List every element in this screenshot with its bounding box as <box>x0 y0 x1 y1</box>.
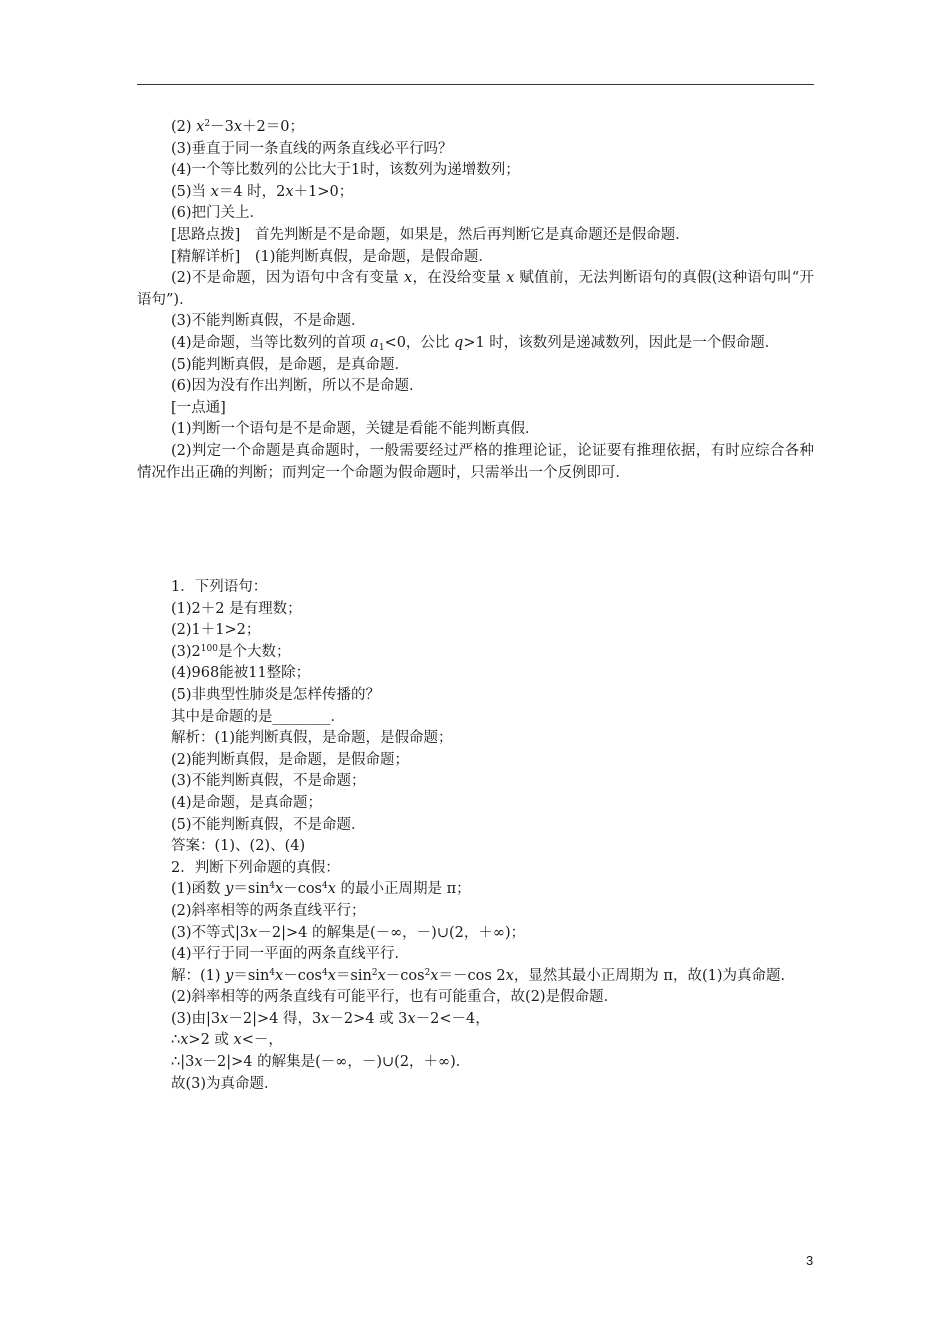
exercise-2-solution-5: ∴|3x－2|>4 的解集是(－∞，－)∪(2，＋∞)． <box>171 1054 471 1071</box>
tip-title: [一点通] <box>171 399 226 416</box>
header-rule <box>137 84 814 85</box>
exercise-1-item-1: (1)2＋2 是有理数； <box>171 600 302 617</box>
exercise-2-item-1: (1)函数 $y=\sin^4x-\cos^4x$ 的最小正周期是 π； <box>171 881 471 898</box>
question-6: (6)把门关上． <box>171 205 265 222</box>
example-block <box>137 117 814 484</box>
answer-5: (5)能判断真假，是命题，是真命题． <box>171 356 410 373</box>
exercise-2-solution-4: ∴x>2 或 x<－， <box>171 1032 283 1049</box>
answer-4: (4)是命题，当等比数列的首项 $a_1<0$，公比 q>1 时，该数列是递减数列，因此是一个假命题． <box>171 334 780 353</box>
exercise-1-item-3: $(3)2^{100}$是个大数； <box>171 643 291 660</box>
exercise-block <box>137 577 814 1095</box>
answer-1: [精解详析] (1)能判断真假，是命题，是假命题． <box>171 248 493 265</box>
exercise-1-solution-3: (3)不能判断真假，不是命题； <box>171 773 366 790</box>
exercise-2-solution-2: (2)斜率相等的两条直线有可能平行，也有可能重合，故(2)是假命题． <box>171 989 619 1006</box>
hint: [思路点拨] 首先判断是不是命题，如果是，然后再判断它是真命题还是假命题． <box>171 226 690 243</box>
exercise-1-item-2: (2)1＋1>2； <box>171 622 261 639</box>
question-2: (2) $x^2-3x+2=0$； <box>171 119 304 135</box>
exercise-2-title: 2．判断下列命题的真假： <box>171 859 340 876</box>
answer-3: (3)不能判断真假，不是命题． <box>171 313 366 330</box>
exercise-1-solution-4: (4)是命题，是真命题； <box>171 794 323 811</box>
exercise-1-solution-1: 解析：(1)能判断真假，是命题，是假命题； <box>171 730 453 747</box>
exercise-1-question: 其中是命题的是________． <box>171 708 345 725</box>
exercise-1-title: 1．下列语句： <box>171 579 268 595</box>
page-number: 3 <box>806 1253 814 1268</box>
exercise-2-item-3: (3)不等式|3x－2|>4 的解集是(－∞，－)∪(2，＋∞)； <box>171 924 526 941</box>
exercise-2-solution-3: (3)由|3x－2|>4 得，3x－2>4 或 3x－2<－4， <box>171 1010 490 1027</box>
exercise-2-item-4: (4)平行于同一平面的两条直线平行． <box>171 946 410 963</box>
tip-1: (1)判断一个语句是不是命题，关键是看能不能判断真假． <box>171 421 540 438</box>
question-5: (5)当 x＝4 时，2x＋1>0； <box>171 183 354 200</box>
exercise-2-solution-1: 解：(1) $y=\sin^4x-\cos^4x=\sin^2x-\cos^2x=-\cos$ 2x，显然其最小正周期为 π，故(1)为真命题． <box>171 967 795 984</box>
exercise-1-item-5: (5)非典型性肺炎是怎样传播的？ <box>171 686 381 703</box>
answer-2: (2)不是命题，因为语句中含有变量 x，在没给变量 x 赋值前，无法判断语句的真假(这种语句叫“开语句”)． <box>137 270 814 308</box>
exercise-2-solution-6: 故(3)为真命题． <box>171 1075 279 1092</box>
exercise-1-solution-2: (2)能判断真假，是命题，是假命题； <box>171 751 410 768</box>
exercise-1-answer: 答案：(1)、(2)、(4) <box>171 838 306 855</box>
question-3: (3)垂直于同一条直线的两条直线必平行吗？ <box>171 140 453 157</box>
tip-2: (2)判定一个命题是真命题时，一般需要经过严格的推理论证，论证要有推理依据，有时应综合各种情况作出正确的判断；而判定一个命题为假命题时，只需举出一个反例即可． <box>137 442 814 481</box>
exercise-1-item-4: (4)968能被11整除； <box>171 665 311 682</box>
exercise-2-item-2: (2)斜率相等的两条直线平行； <box>171 902 366 919</box>
question-4: (4)一个等比数列的公比大于1时，该数列为递增数列； <box>171 162 520 179</box>
exercise-1-solution-5: (5)不能判断真假，不是命题． <box>171 816 366 833</box>
answer-6: (6)因为没有作出判断，所以不是命题． <box>171 378 424 395</box>
